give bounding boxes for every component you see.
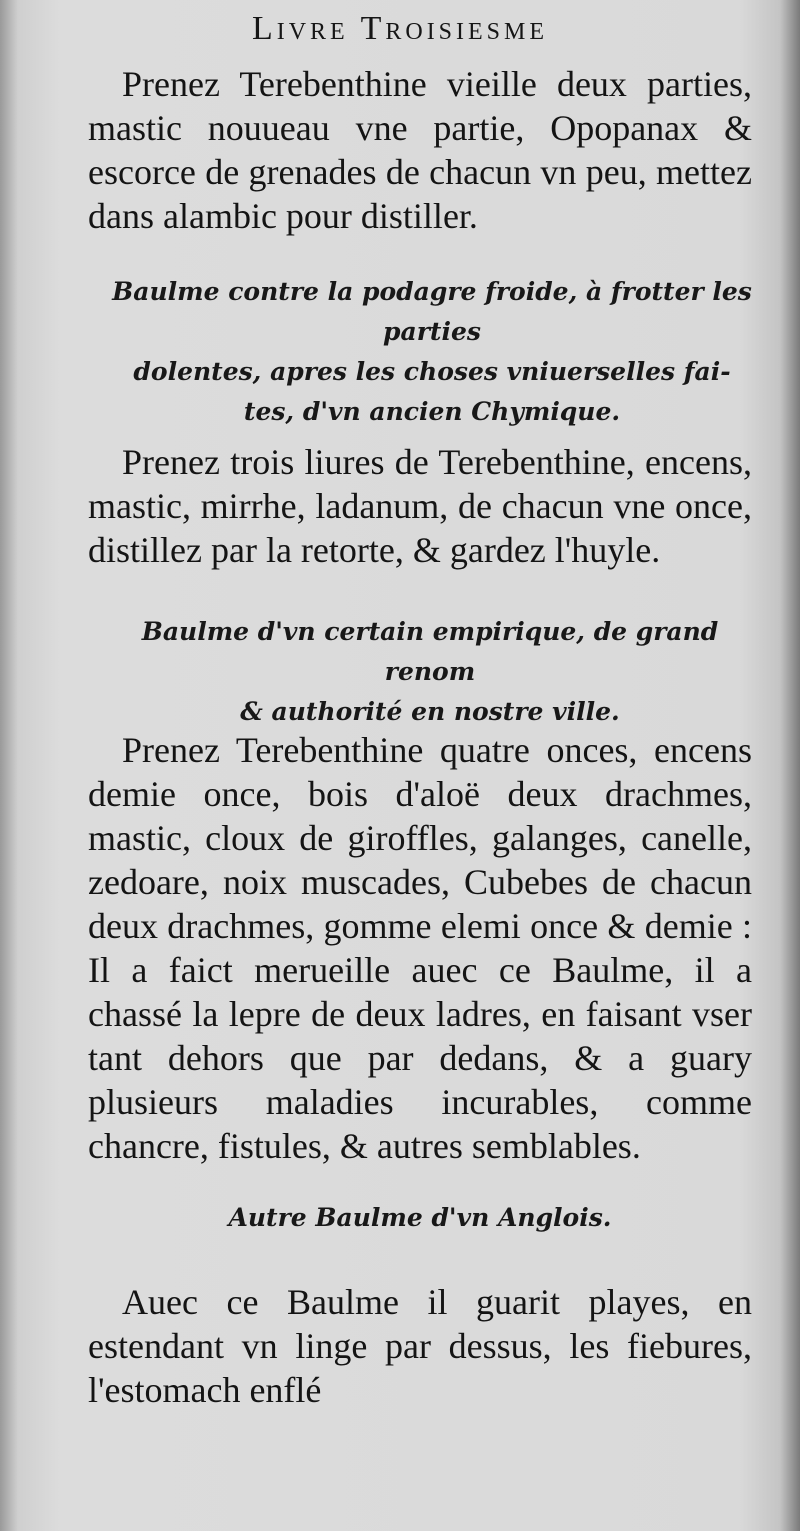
- recipe-paragraph-1: [88, 62, 752, 238]
- heading-line: Baulme contre la podagre froide, à frotter les parties: [112, 277, 752, 346]
- recipe-text: Prenez Terebenthine vieille deux parties, mastic nouueau vne partie, Opopanax & escorce de grenades de chacun vn peu, mettez dans alambic pour distiller.: [88, 64, 752, 236]
- heading-line: tes, d'vn ancien Chymique.: [243, 397, 621, 426]
- heading-line: Baulme d'vn certain empirique, de grand renom: [141, 617, 719, 686]
- heading-line: dolentes, apres les choses vniuerselles fai-: [133, 357, 731, 386]
- recipe-text: Auec ce Baulme il guarit playes, en estendant vn linge par dessus, les fiebures, l'estomach enflé: [88, 1282, 752, 1410]
- heading-line: Autre Baulme d'vn Anglois.: [228, 1203, 612, 1232]
- section-heading-3: [120, 1198, 720, 1238]
- recipe-text: Prenez trois liures de Terebenthine, encens, mastic, mirrhe, ladanum, de chacun vne once, distillez par la retorte, & gardez l'huyle.: [88, 442, 752, 570]
- running-head: Livre Troisiesme: [251, 10, 549, 47]
- recipe-paragraph-4: [88, 1280, 752, 1412]
- heading-line: & authorité en nostre ville.: [240, 697, 620, 726]
- recipe-paragraph-2: [88, 440, 752, 572]
- recipe-paragraph-3: [88, 728, 752, 1168]
- section-heading-2: [110, 612, 750, 732]
- section-heading-1: [92, 272, 772, 432]
- recipe-text: Prenez Terebenthine quatre onces, encens demie once, bois d'aloë deux drachmes, mastic, cloux de giroffles, galanges, canelle, zedoare, noix muscades, Cubebes de chacun deux drachmes, gomme elemi once & demie : Il a faict merueille auec ce Baulme, il a chassé la lepre de deux ladres, en faisant vser tant dehors que par dedans, & a guary plusieurs maladies incurables, comme chancre, fistules, & autres semblables.: [88, 730, 752, 1166]
